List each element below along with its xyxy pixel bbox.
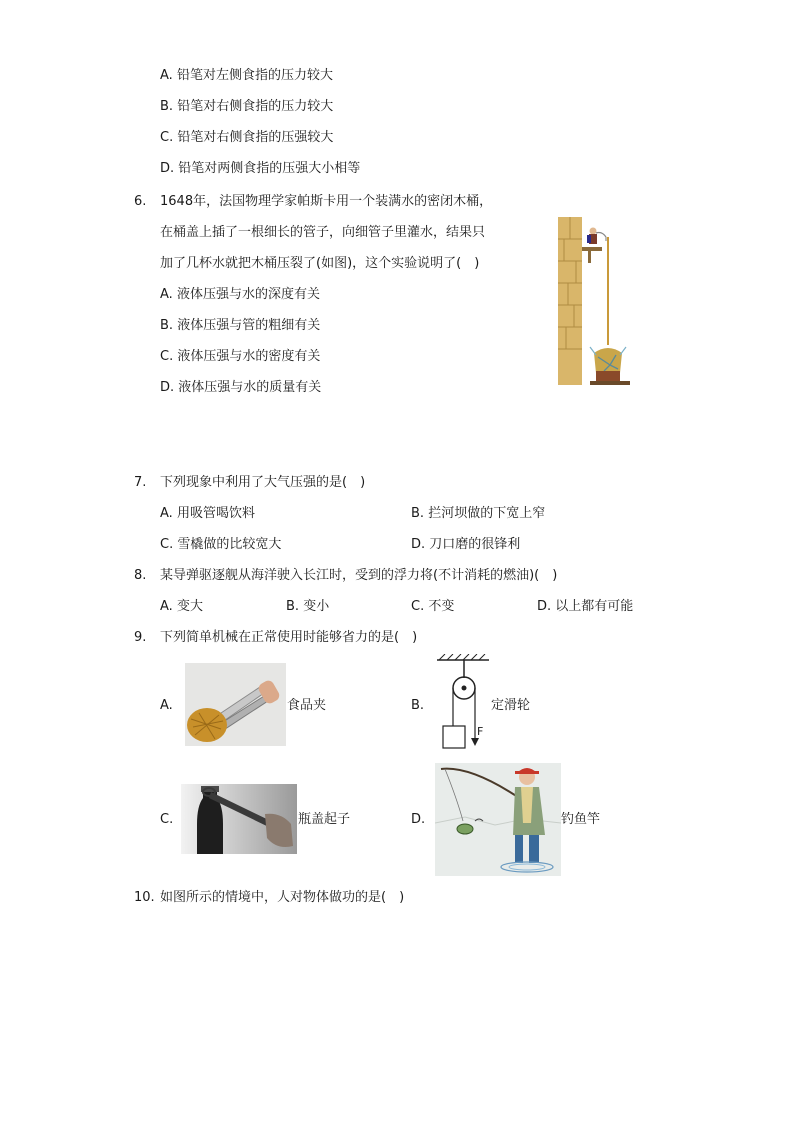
option-text: 用吸管喝饮料: [176, 506, 255, 521]
q9-option-c-text: 瓶盖起子: [298, 812, 351, 827]
option-letter: A.: [160, 68, 173, 83]
q8-option-a: [160, 598, 203, 616]
q7-option-a: [160, 505, 255, 523]
q9-option-d-letter: D.: [411, 812, 426, 827]
option-text: 液体压强与管的粗细有关: [177, 318, 321, 333]
option-text: 液体压强与水的密度有关: [177, 349, 321, 364]
q9-option-a-letter: A.: [160, 698, 173, 713]
q8-stem: 某导弹驱逐舰从海洋驶入长江时，受到的浮力将(不计消耗的燃油)( ): [160, 568, 558, 583]
fishing-rod-image: [435, 763, 561, 876]
option-letter: B.: [160, 99, 174, 114]
option-letter: A.: [160, 599, 173, 614]
q7-option-b: [411, 505, 545, 523]
q5-option-d: [160, 160, 360, 178]
option-text: 铅笔对左侧食指的压力较大: [176, 68, 333, 83]
q7-stem: 下列现象中利用了大气压强的是( ): [160, 475, 366, 490]
option-text: 液体压强与水的质量有关: [178, 380, 322, 395]
option-text: 液体压强与水的深度有关: [176, 287, 320, 302]
option-text: 铅笔对右侧食指的压强较大: [177, 130, 334, 145]
q6-option-d: [160, 379, 321, 397]
option-letter: B.: [286, 599, 300, 614]
option-text: 铅笔对右侧食指的压力较大: [177, 99, 334, 114]
option-letter: D.: [160, 380, 175, 395]
option-text: 刀口磨的很锋利: [429, 537, 521, 552]
q7-option-d: [411, 536, 520, 554]
option-text: 雪橇做的比较宽大: [177, 537, 282, 552]
q9-option-a-text: 食品夹: [287, 698, 327, 713]
q6-stem-line-1: 1648年，法国物理学家帕斯卡用一个装满水的密闭木桶，: [160, 194, 493, 209]
option-letter: D.: [160, 161, 175, 176]
option-letter: D.: [537, 599, 552, 614]
q9-option-d-text: 钓鱼竿: [561, 812, 601, 827]
option-letter: D.: [411, 537, 426, 552]
bottle-opener-image: [181, 784, 297, 854]
option-letter: B.: [160, 318, 174, 333]
option-text: 以上都有可能: [555, 599, 634, 614]
q9-option-b-text: 定滑轮: [491, 698, 531, 713]
option-text: 铅笔对两侧食指的压强大小相等: [178, 161, 361, 176]
q10-number: 10.: [134, 890, 155, 905]
q7-option-c: [160, 536, 281, 554]
q6-option-c: [160, 348, 320, 366]
option-letter: C.: [411, 599, 425, 614]
option-text: 变大: [176, 599, 203, 614]
q10-stem: 如图所示的情境中，人对物体做功的是( ): [160, 890, 405, 905]
option-letter: A.: [160, 287, 173, 302]
q6-option-a: [160, 286, 320, 304]
q9-option-b-force-label: F: [477, 725, 484, 738]
q6-option-b: [160, 317, 320, 335]
option-text: 变小: [303, 599, 330, 614]
option-letter: A.: [160, 506, 173, 521]
option-letter: C.: [160, 130, 174, 145]
option-letter: B.: [411, 506, 425, 521]
q8-option-b: [286, 598, 329, 616]
option-letter: C.: [160, 349, 174, 364]
q9-stem: 下列简单机械在正常使用时能够省力的是( ): [160, 630, 418, 645]
q6-stem-line-2: 在桶盖上插了一根细长的管子，向细管子里灌水，结果只: [160, 225, 486, 240]
q8-option-c: [411, 598, 454, 616]
option-text: 拦河坝做的下宽上窄: [428, 506, 546, 521]
q5-option-b: [160, 98, 333, 116]
q6-stem-line-3: 加了几杯水就把木桶压裂了(如图)，这个实验说明了( ): [160, 256, 480, 271]
q9-option-c-letter: C.: [160, 812, 174, 827]
option-letter: C.: [160, 537, 174, 552]
q8-option-d: [537, 598, 633, 616]
pascal-barrel-figure: [558, 217, 632, 385]
q5-option-c: [160, 129, 333, 147]
q6-number: 6.: [134, 194, 147, 209]
q8-number: 8.: [134, 568, 147, 583]
food-tongs-image: [185, 663, 286, 746]
q9-option-b-letter: B.: [411, 698, 425, 713]
option-text: 不变: [428, 599, 455, 614]
q5-option-a: [160, 67, 333, 85]
q9-number: 9.: [134, 630, 147, 645]
q7-number: 7.: [134, 475, 147, 490]
